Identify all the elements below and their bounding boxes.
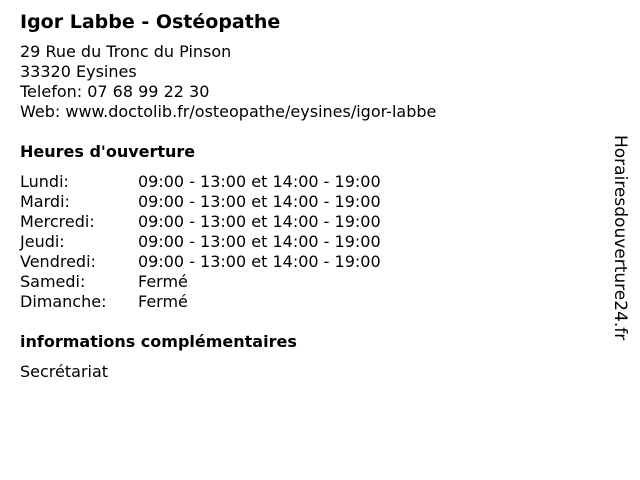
table-row [20,172,381,192]
day-label: Lundi: [20,172,69,191]
hours-heading: Heures d'ouverture [20,142,196,161]
table-row [20,292,381,312]
hours-value: Fermé [138,272,188,291]
extra-info-text: Secrétariat [20,362,109,381]
table-row [20,192,381,212]
web-line: Web: www.doctolib.fr/osteopathe/eysines/igor-labbe [20,102,437,121]
hours-value: 09:00 - 13:00 et 14:00 - 19:00 [138,212,381,231]
hours-value: Fermé [138,292,188,311]
table-row [20,232,381,252]
hours-value: 09:00 - 13:00 et 14:00 - 19:00 [138,172,381,191]
extra-info-heading: informations complémentaires [20,332,297,351]
table-row [20,212,381,232]
opening-hours-table [20,172,381,312]
hours-value: 09:00 - 13:00 et 14:00 - 19:00 [138,232,381,251]
day-label: Mardi: [20,192,70,211]
street-address: 29 Rue du Tronc du Pinson [20,42,232,61]
hours-value: 09:00 - 13:00 et 14:00 - 19:00 [138,252,381,271]
business-card [20,10,600,382]
address-block [20,42,600,122]
phone-line: Telefon: 07 68 99 22 30 [20,82,210,101]
day-label: Samedi: [20,272,86,291]
table-row [20,272,381,292]
day-label: Jeudi: [20,232,65,251]
day-label: Vendredi: [20,252,96,271]
city-postal: 33320 Eysines [20,62,137,81]
site-watermark: Horairesdouverture24.fr [610,135,630,341]
day-label: Mercredi: [20,212,95,231]
day-label: Dimanche: [20,292,107,311]
hours-value: 09:00 - 13:00 et 14:00 - 19:00 [138,192,381,211]
page-title: Igor Labbe - Ostéopathe [20,11,281,33]
table-row [20,252,381,272]
